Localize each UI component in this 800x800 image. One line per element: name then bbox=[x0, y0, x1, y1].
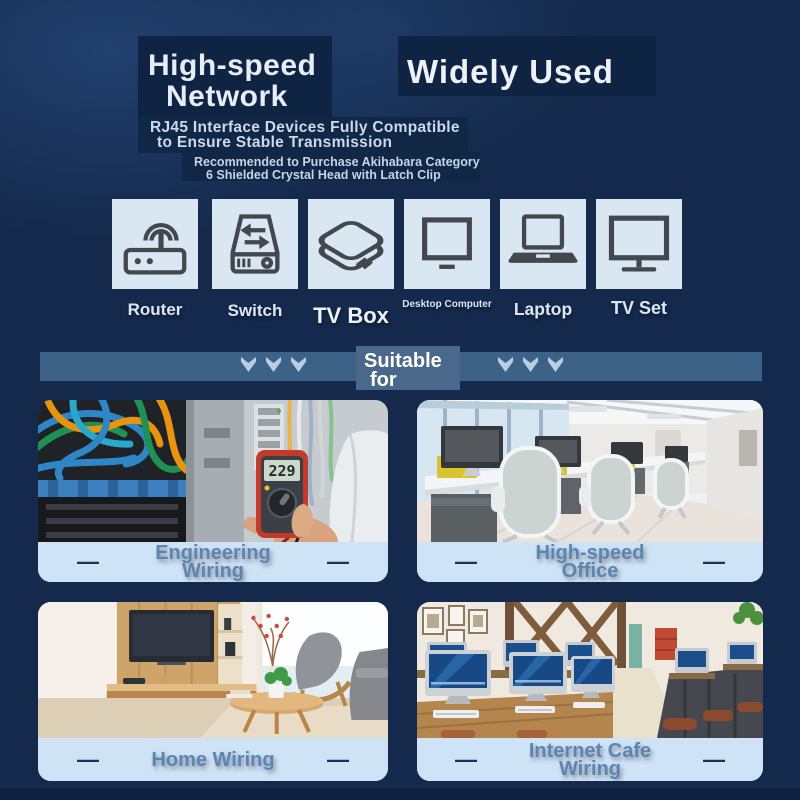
scene-caption bbox=[38, 738, 388, 781]
suitable-word: Suitable bbox=[364, 350, 442, 372]
tv-box-icon bbox=[308, 199, 394, 289]
caption-dash: — bbox=[327, 549, 349, 574]
laptop-icon bbox=[500, 199, 586, 289]
device-tv-set-label: TV Set bbox=[610, 298, 667, 318]
caption-dash: — bbox=[455, 746, 477, 772]
device-desktop-computer bbox=[402, 199, 492, 310]
device-switch bbox=[212, 199, 298, 320]
device-laptop-label: Laptop bbox=[513, 299, 573, 319]
headline-widely-used: Widely Used bbox=[407, 53, 614, 90]
bottom-shade-band bbox=[0, 788, 800, 800]
subtitle-compatibility-line2: to Ensure Stable Transmission bbox=[157, 134, 393, 151]
scene-title-line2: Wiring bbox=[181, 560, 245, 582]
suitable-for-label bbox=[356, 346, 460, 390]
router-icon bbox=[112, 199, 198, 289]
subtitle-compatibility-line1: RJ45 Interface Devices Fully Compatible bbox=[150, 119, 460, 136]
desktop-computer-icon bbox=[404, 199, 490, 289]
tv-set-icon bbox=[596, 199, 682, 289]
scene-card-home-wiring bbox=[38, 602, 388, 781]
subtitle-compatibility bbox=[150, 120, 460, 150]
internet-cafe-photo bbox=[417, 602, 763, 738]
caption-dash: — bbox=[455, 549, 477, 574]
device-router bbox=[112, 199, 198, 319]
scene-title-line1: High-speed bbox=[535, 542, 645, 564]
headline-network-line1: High-speed bbox=[148, 49, 317, 82]
caption-dash: — bbox=[703, 549, 725, 574]
device-router-label: Router bbox=[127, 300, 183, 319]
scene-caption bbox=[417, 738, 763, 781]
engineering-wiring-photo bbox=[38, 400, 388, 542]
headline-network-line2: Network bbox=[166, 80, 288, 113]
device-router-tile bbox=[112, 199, 198, 289]
device-tv-set bbox=[596, 199, 682, 318]
scene-title-engineering-wiring bbox=[138, 544, 288, 580]
device-tv-box-label: TV Box bbox=[313, 303, 389, 328]
device-tv-set-tile bbox=[596, 199, 682, 289]
device-tv-box-tile bbox=[308, 199, 394, 289]
scene-title-internet-cafe-wiring bbox=[515, 739, 665, 780]
device-desktop-tile bbox=[404, 199, 490, 289]
subtitle-recommendation-line1: Recommended to Purchase Akihabara Category bbox=[194, 155, 480, 169]
switch-icon bbox=[212, 199, 298, 289]
caption-dash: — bbox=[703, 746, 725, 772]
device-laptop-tile bbox=[500, 199, 586, 289]
subtitle-recommendation bbox=[194, 156, 480, 181]
scene-title-high-speed-office bbox=[515, 544, 665, 580]
scene-card-internet-cafe-wiring bbox=[417, 602, 763, 781]
headline-network bbox=[148, 50, 316, 112]
scene-title-line2: Wiring bbox=[558, 757, 622, 780]
scene-card-high-speed-office bbox=[417, 400, 763, 582]
caption-dash: — bbox=[77, 549, 99, 574]
home-wiring-photo bbox=[38, 602, 388, 738]
scene-title-line2: Office bbox=[561, 560, 619, 582]
subtitle-recommendation-line2: 6 Shielded Crystal Head with Latch Clip bbox=[206, 167, 441, 182]
device-laptop bbox=[500, 199, 586, 319]
device-tv-box bbox=[308, 199, 394, 328]
device-switch-tile bbox=[212, 199, 298, 289]
caption-dash: — bbox=[327, 746, 349, 772]
scene-caption bbox=[38, 542, 388, 582]
scene-title-line1: Internet Cafe bbox=[528, 739, 652, 762]
scene-caption bbox=[417, 542, 763, 582]
scene-title-line1: Engineering bbox=[155, 542, 271, 564]
multimeter-reading: 229 bbox=[268, 462, 296, 480]
device-desktop-label: Desktop Computer bbox=[402, 299, 492, 310]
caption-dash: — bbox=[77, 746, 99, 772]
for-word: for bbox=[370, 369, 397, 391]
high-speed-office-photo bbox=[417, 400, 763, 542]
scene-card-engineering-wiring bbox=[38, 400, 388, 582]
scene-title-line1: Home Wiring bbox=[151, 748, 275, 771]
scene-title-home-wiring bbox=[138, 748, 288, 771]
device-switch-label: Switch bbox=[227, 301, 283, 320]
